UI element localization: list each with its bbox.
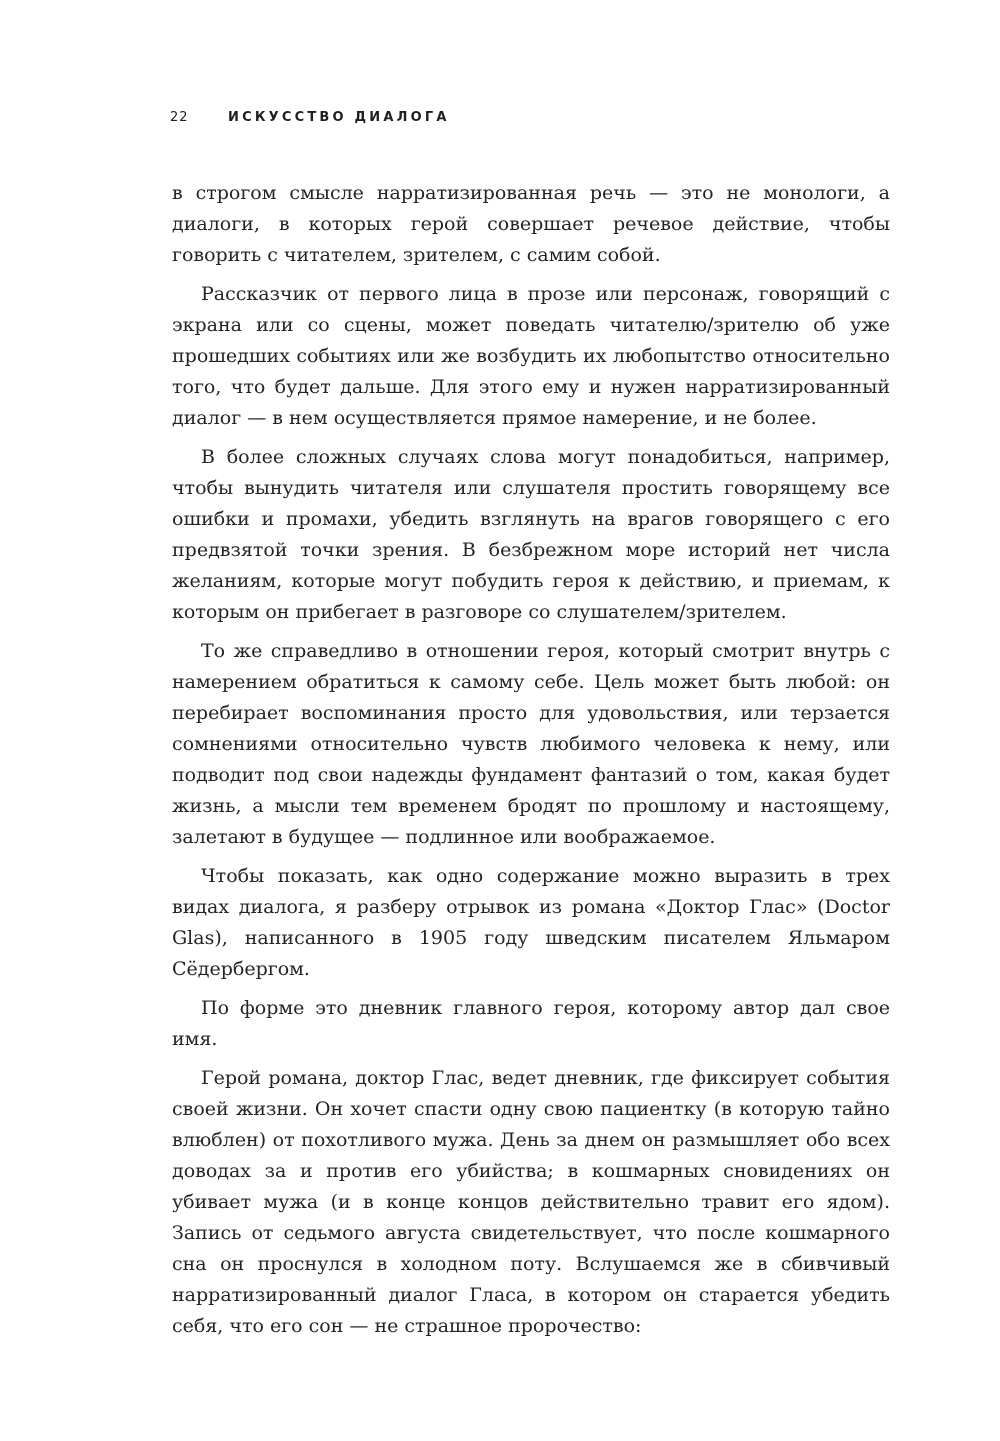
body-text xyxy=(172,178,890,1350)
running-head xyxy=(170,107,450,127)
paragraph-first-person-narrator: Рассказчик от первого лица в прозе или персонаж, говорящий с экрана или со сцены, может поведать читателю/зрителю об уже прошедших событиях или же возбудить их любопытство относительно того, что будет дальше. Для этого ему и нужен нарратизированный диалог — в нем осуществляется прямое намерение, и не более. xyxy=(172,283,890,429)
paragraph-continuation: в строгом смысле нарратизированная речь — это не монологи, а диалоги, в которых герой совершает речевое действие, чтобы говорить с читателем, зрителем, с самим собой. xyxy=(172,182,890,266)
chapter-title: ИСКУССТВО ДИАЛОГА xyxy=(228,109,450,125)
paragraph-plot-summary: Герой романа, доктор Глас, ведет дневник, где фиксирует события своей жизни. Он хочет спасти одну свою пациентку (в которую тайно влюблен) от похотливого мужа. День за днем он размышляет обо всех доводах за и против его убийства; в кошмарных сновидениях он убивает мужа (и в конце концов действительно травит его ядом). Запись от седьмого августа свидетельствует, что после кошмарного сна он проснулся в холодном поту. Вслушаемся же в сбивчивый нарратизированный диалог Гласа, в котором он старается убедить себя, что его сон — не страшное пророчество: xyxy=(172,1067,890,1337)
page-number: 22 xyxy=(170,109,189,125)
paragraph-diary-form: По форме это дневник главного героя, которому автор дал свое имя. xyxy=(172,997,890,1050)
paragraph-doctor-glas-intro: Чтобы показать, как одно содержание можно выразить в трех видах диалога, я разберу отрывок из романа «Доктор Глас» (Doctor Glas), написанного в 1905 году шведским писателем Яльмаром Сёдербергом. xyxy=(172,865,890,980)
paragraph-complex-cases: В более сложных случаях слова могут понадобиться, например, чтобы вынудить читателя или слушателя простить говорящему все ошибки и промахи, убедить взглянуть на врагов говорящего с его предвзятой точки зрения. В безбрежном море историй нет числа желаниям, которые могут побудить героя к действию, и приемам, к которым он прибегает в разговоре со слушателем/зрителем. xyxy=(172,446,890,623)
paragraph-inward-hero: То же справедливо в отношении героя, который смотрит внутрь с намерением обратиться к самому себе. Цель может быть любой: он перебирает воспоминания просто для удовольствия, или терзается сомнениями относительно чувств любимого человека к нему, или подводит под свои надежды фундамент фантазий о том, какая будет жизнь, а мысли тем временем бродят по прошлому и настоящему, залетают в будущее — подлинное или воображаемое. xyxy=(172,640,890,848)
